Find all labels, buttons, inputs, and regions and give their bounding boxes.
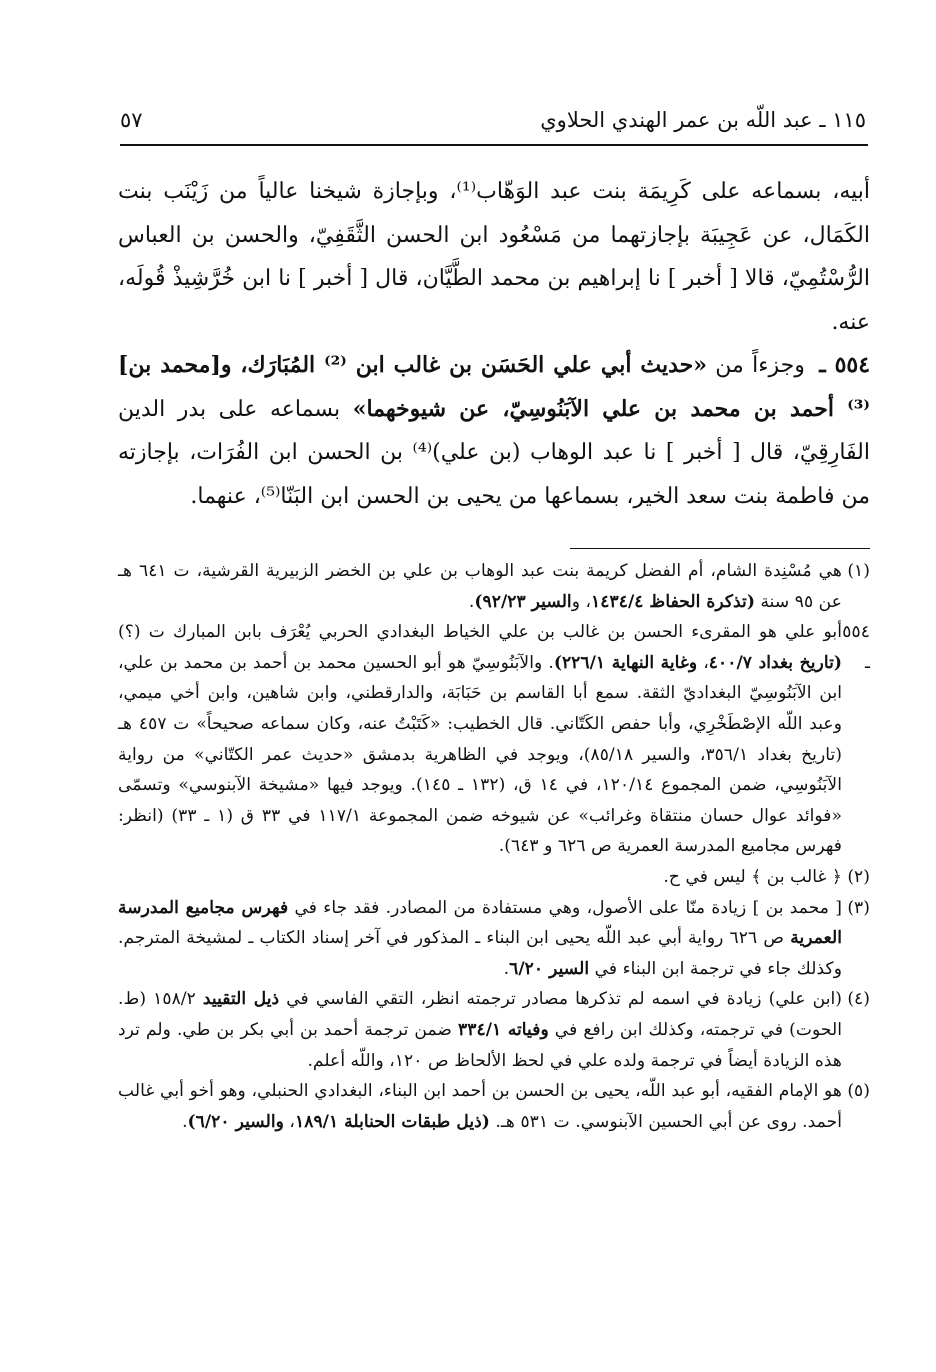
footnote-number: (١) (847, 561, 870, 581)
entry-title: «حديث أبي علي الحَسَن بن غالب ابن ⁽²⁾ المُبَارَك، و[محمد بن]⁽³⁾ أحمد بن محمد بن علي الآبَنُوسِيّ، عن شيوخهما» (118, 352, 870, 422)
footnote-4 (118, 984, 870, 1076)
footnote-number: ٥٥٤ ـ (842, 622, 870, 673)
main-text (118, 170, 870, 518)
footnote-number: (٥) (847, 1081, 870, 1102)
footnote-number: (٤) (847, 989, 870, 1010)
footnote-2 (118, 862, 870, 893)
footnote-text: هي مُسْنِدة الشام، أم الفضل كريمة بنت عبد الوهاب بن علي بن الخضر الزبيرية القرشية، ت ٦٤١ هـ عن ٩٥ سنة (تذكرة الحفاظ ١٤٣٤/٤، والسير ٩٢/٢٣). (118, 561, 842, 612)
footnote-554 (118, 617, 870, 862)
footnote-text: (ابن علي) زيادة في اسمه لم تذكرها مصادر ترجمته انظر، التقي الفاسي في ذيل التقييد ١٥٨/٢ (ط. الحوت) في ترجمته، وكذلك ابن رافع في وفياته ٣٣٤/١ ضمن ترجمة أحمد بن أبي بكر بن طي. ولم ترد هذه الزيادة أيضاً في ترجمة ولده علي في لحظ الألحاظ ص ١٢٠، واللّه أعلم. (118, 989, 842, 1071)
paragraph-continuation: أبيه، بسماعه على كَرِيمَة بنت عبد الوَهّاب⁽¹⁾، وبإجازة شيخنا عالياً من زَيْنَب بنت الكَمَال، عن عَجِيبَة بإجازتهما من مَسْعُود ابن الحسن الثَّقَفِيّ، والحسن بن العباس الرُّسْتُمِيّ، قالا [ أخبر ] نا إبراهيم بن محمد الطَّيَّان، قال [ أخبر ] نا ابن خُرَّشِيذْ قُولَه، عنه. (118, 179, 870, 335)
entry-554 (118, 344, 870, 518)
footnote-5 (118, 1076, 870, 1137)
footnotes (118, 556, 870, 1137)
running-title: ١١٥ ـ عبد اللّه بن عمر الهندي الحلاوي (540, 108, 866, 132)
page-number: ٥٧ (120, 108, 143, 132)
footnote-text: [ محمد بن ] زيادة منّا على الأصول، وهي مستفادة من المصادر. فقد جاء في فهرس مجاميع المدرسة العمرية ص ٦٢٦ رواية أبي عبد اللّه يحيى ابن البناء ـ المذكور في آخر إسناد الكتاب ـ لمشيخة المترجم. وكذلك جاء في ترجمة ابن البناء في السير ٦/٢٠. (118, 897, 842, 979)
footnote-number: (٣) (847, 897, 870, 918)
page-header (120, 92, 866, 132)
footnote-text: أبو علي هو المقرىء الحسن بن غالب بن علي الخياط البغدادي الحربي يُعْرَف بابن المبارك ت (؟) (تاريخ بغداد ٤٠٠/٧، وغاية النهاية ٢٢٦/١). والآبَنُوسِيّ هو أبو الحسين محمد بن أحمد بن محمد بن علي، ابن الآبَنُوسِيّ البغداديّ الثقة. سمع أبا القاسم بن حَبَابَة، والدارقطني، وابن شاهين، وابن أخي ميمي، وعبد اللّه الإصْطَخْرِي، وأبا حفص الكَتّاني. قال الخطيب: «كَتَبْتُ عنه، وكان سماعه صحيحاً» ت ٤٥٧ هـ (تاريخ بغداد ٣٥٦/١، والسير ٨٥/١٨)، ويوجد في الظاهرية بدمشق «حديث عمر الكتّاني» من رواية الآبَنُوسِي، ضمن المجموع ١٢٠/١٤، في ١٤ ق، (١٣٢ ـ ١٤٥). ويوجد فيها «مشيخة الآبنوسي» وتسمّى «فوائد عوال حسان منتقاة وغرائب» عن شيوخه ضمن المجموعة ١١٧/١ في ٣٣ ق (١ ـ ٣٣) (انظر: فهرس مجاميع المدرسة العمرية ص ٦٢٦ و ٦٤٣). (118, 622, 843, 857)
footnote-number: (٢) (847, 866, 870, 887)
entry-intro: وجزءاً من (715, 353, 805, 378)
footnote-3 (118, 893, 870, 985)
header-rule (120, 144, 868, 146)
entry-number: ٥٥٤ ـ (819, 352, 871, 378)
footnote-1 (118, 556, 870, 617)
footnote-text: ﴿ غالب بن ﴾ ليس في ح. (663, 866, 842, 887)
entry-body: بسماعه على بدر الدين الفَارِقِيّ، قال [ أخبر ] نا عبد الوهاب (بن علي)⁽⁴⁾ بن الحسن ابن الفُرَات، بإجازته من فاطمة بنت سعد الخير، بسماعها من يحيى بن الحسن ابن البَنّا⁽⁵⁾، عنهما. (118, 396, 870, 509)
footnote-rule (570, 548, 870, 549)
footnote-text: هو الإمام الفقيه، أبو عبد اللّه، يحيى بن الحسن بن أحمد ابن البناء، البغدادي الحنبلي، وهو أخو أبي غالب أحمد. روى عن أبي الحسين الآبنوسي. ت ٥٣١ هـ. (ذيل طبقات الحنابلة ١٨٩/١، والسير ٦/٢٠). (118, 1081, 842, 1132)
